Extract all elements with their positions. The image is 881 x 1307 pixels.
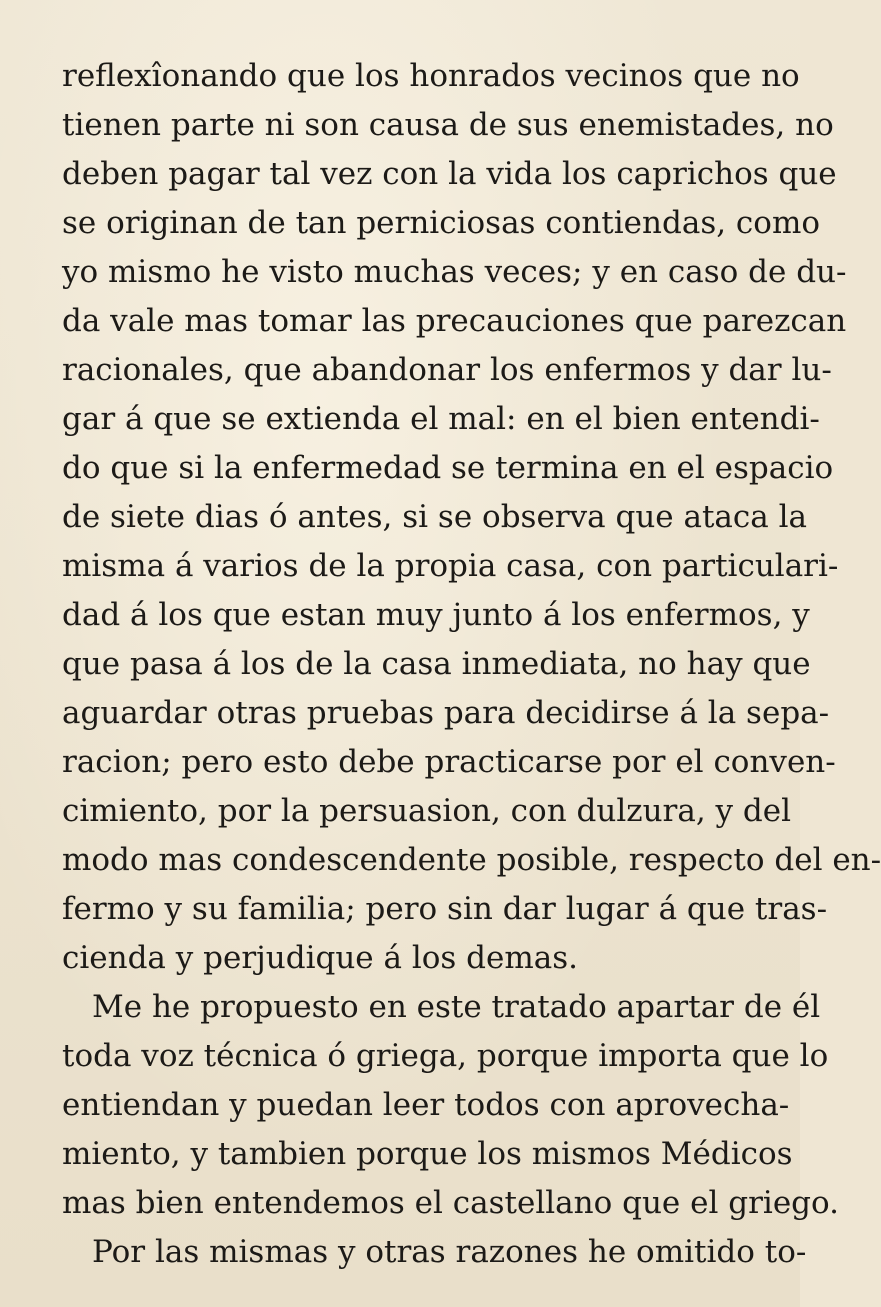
text-line: gar á que se extienda el mal: en el bien entendi-: [62, 401, 820, 437]
text-line: dad á los que estan muy junto á los enfermos, y: [62, 597, 810, 633]
text-line: se originan de tan perniciosas contiendas, como: [62, 205, 821, 241]
text-line: deben pagar tal vez con la vida los caprichos que: [62, 156, 837, 192]
text-line: racion; pero esto debe practicarse por el conven-: [62, 744, 836, 780]
text-line: aguardar otras pruebas para decidirse á la sepa-: [62, 695, 830, 731]
text-line: cienda y perjudique á los demas.: [62, 940, 578, 976]
text-line: de siete dias ó antes, si se observa que ataca la: [62, 499, 807, 535]
text-line: misma á varios de la propia casa, con particulari-: [62, 548, 839, 584]
text-line: do que si la enfermedad se termina en el espacio: [62, 450, 834, 486]
text-line: Por las mismas y otras razones he omitido to-: [92, 1234, 807, 1270]
text-line: fermo y su familia; pero sin dar lugar á que tras-: [62, 891, 828, 927]
text-line: racionales, que abandonar los enfermos y dar lu-: [62, 352, 832, 388]
text-line: reflexîonando que los honrados vecinos que no: [62, 58, 800, 94]
text-line: mas bien entendemos el castellano que el griego.: [62, 1185, 839, 1221]
text-line: miento, y tambien porque los mismos Médicos: [62, 1136, 793, 1172]
text-line: que pasa á los de la casa inmediata, no hay que: [62, 646, 811, 682]
body-text: [62, 52, 881, 1277]
text-line: cimiento, por la persuasion, con dulzura, y del: [62, 793, 792, 829]
text-line: modo mas condescendente posible, respecto del en-: [62, 842, 881, 878]
text-line: da vale mas tomar las precauciones que parezcan: [62, 303, 847, 339]
text-line: tienen parte ni son causa de sus enemistades, no: [62, 107, 834, 143]
text-line: yo mismo he visto muchas veces; y en caso de du-: [62, 254, 847, 290]
text-line: toda voz técnica ó griega, porque importa que lo: [62, 1038, 829, 1074]
text-line: Me he propuesto en este tratado apartar de él: [92, 989, 821, 1025]
text-line: entiendan y puedan leer todos con aprovecha-: [62, 1087, 790, 1123]
